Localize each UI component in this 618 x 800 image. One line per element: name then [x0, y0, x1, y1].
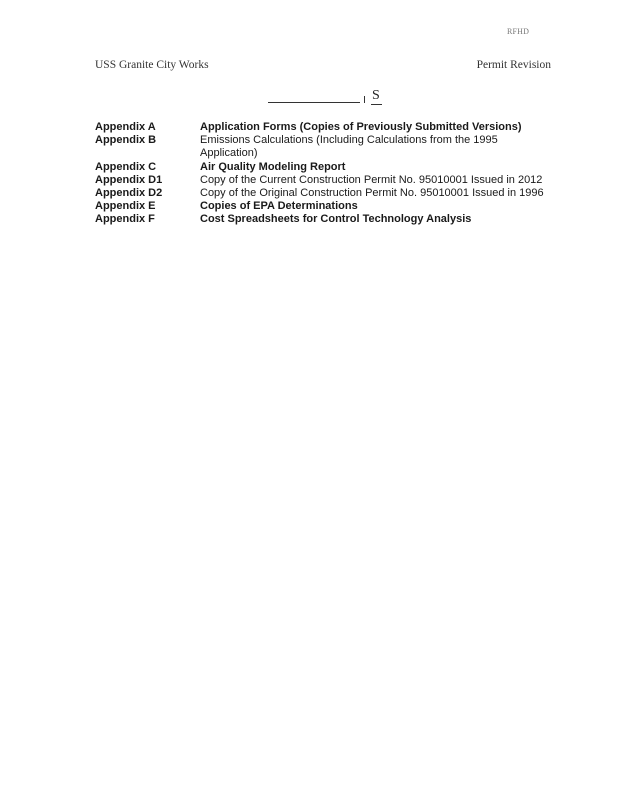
heading-text: S	[372, 88, 380, 103]
corner-mark: RFHD	[507, 27, 530, 36]
appendix-label: Appendix D2	[95, 187, 163, 200]
appendix-row	[95, 187, 555, 200]
appendix-label: Appendix F	[95, 213, 155, 226]
appendix-label: Appendix D1	[95, 173, 163, 186]
appendix-label: Appendix B	[95, 134, 157, 147]
heading-underline	[268, 102, 360, 103]
appendix-description: Air Quality Modeling Report	[200, 160, 346, 173]
appendix-description: Application Forms (Copies of Previously Submitted Versions)	[200, 121, 522, 133]
heading-tick-mark	[364, 96, 365, 103]
section-heading	[268, 88, 382, 105]
appendix-row	[95, 134, 555, 160]
appendix-row	[95, 121, 555, 134]
appendix-row	[95, 161, 555, 174]
appendix-label: Appendix E	[95, 200, 156, 213]
appendix-description: Copies of EPA Determinations	[200, 200, 358, 213]
appendix-description: Emissions Calculations (Including Calculations from the 1995 Application)	[200, 134, 498, 160]
appendix-label: Appendix A	[95, 121, 156, 133]
appendix-list	[95, 121, 555, 227]
header-document-type: Permit Revision	[476, 59, 551, 71]
appendix-description: Copy of the Original Construction Permit No. 95010001 Issued in 1996	[200, 187, 544, 200]
appendix-description: Copy of the Current Construction Permit No. 95010001 Issued in 2012	[200, 173, 543, 186]
header-company: USS Granite City Works	[95, 59, 209, 71]
appendix-row	[95, 200, 555, 213]
appendix-row	[95, 174, 555, 187]
appendix-row	[95, 213, 555, 226]
appendix-description: Cost Spreadsheets for Control Technology Analysis	[200, 213, 472, 226]
appendix-label: Appendix C	[95, 160, 157, 173]
